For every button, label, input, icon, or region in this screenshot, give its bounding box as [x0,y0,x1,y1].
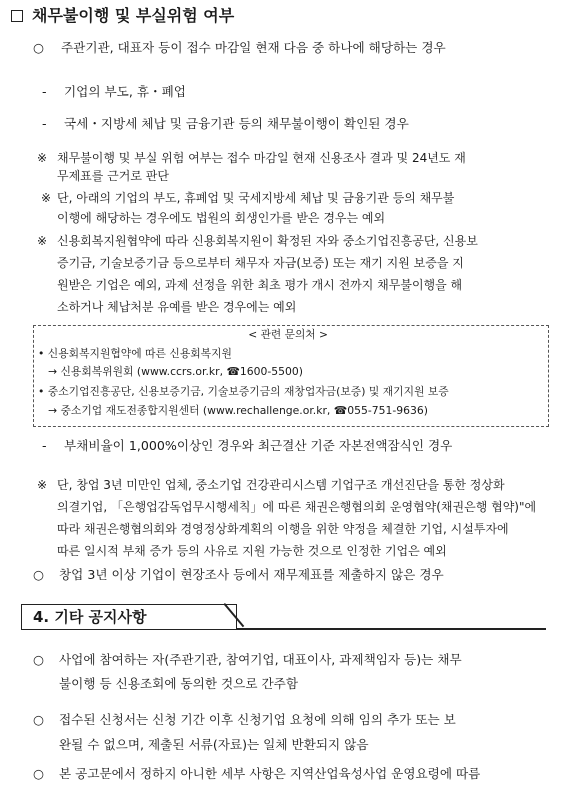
note-marker: ※ [37,478,48,492]
notice-line: 불이행 등 신용조회에 동의한 것으로 간주함 [59,676,298,691]
note-line: 단, 아래의 기업의 부도, 휴폐업 및 국세지방세 체납 및 금융기관 등의 채무불 [57,191,455,205]
section-header-rule [236,628,546,630]
bullet-marker: ○ [33,652,44,667]
contact-line: → 중소기업 재도전종합지원센터 (www.rechallenge.or.kr, ☎055-751-9636) [48,404,428,417]
note-line: 증기금, 기술보증기금 등으로부터 채무자 자금(보증) 또는 재기 지원 보증을 지 [57,256,464,270]
main-bullet-text: 주관기관, 대표자 등이 접수 마감일 현재 다음 중 하나에 해당하는 경우 [61,40,446,55]
dash-item-text: 부채비율이 1,000%이상인 경우와 최근결산 기준 자본전액잠식인 경우 [64,438,453,453]
contact-line: → 신용회복위원회 (www.ccrs.or.kr, ☎1600-5500) [48,365,303,378]
notice-line: 본 공고문에서 정하지 아니한 세부 사항은 지역산업육성사업 운영요령에 따름 [59,766,481,781]
checkbox-square-icon [11,10,23,22]
dash-marker: - [42,84,47,99]
dash-marker: - [42,438,47,453]
note-marker: ※ [37,234,48,248]
note-line: 따라 채권은행협의회와 경영정상화계획의 이행을 위한 약정을 체결한 기업, 시설투자에 [57,522,509,536]
note-line: 소하거나 체납처분 유예를 받은 경우에는 예외 [57,300,297,314]
bullet-marker: ○ [33,766,44,781]
dash-item-text: 국세・지방세 체납 및 금융기관 등의 채무불이행이 확인된 경우 [64,116,409,131]
dash-marker: - [42,116,47,131]
note-marker: ※ [37,151,48,165]
bullet-marker: ○ [33,567,44,582]
note-line: 원받은 기업은 예외, 과제 선정을 위한 최초 평가 개시 전까지 채무불이행을 해 [57,278,463,292]
note-line: 이행에 해당하는 경우에도 법원의 회생인가를 받은 경우는 예외 [57,211,386,225]
note-line: 의결기업, 「은행업감독업무시행세칙」에 따른 채권은행협의회 운영협약(채권은행 협약)"에 [57,500,537,514]
section-title: 4. 기타 공지사항 [33,608,147,626]
notice-line: 사업에 참여하는 자(주관기관, 참여기업, 대표이사, 과제책임자 등)는 채무 [59,652,462,667]
note-marker: ※ [41,191,52,205]
bullet-marker: ○ [33,712,44,727]
contact-line: • 중소기업진흥공단, 신용보증기금, 기술보증기금의 재창업자금(보증) 및 재기지원 보증 [38,385,449,398]
notice-line: 접수된 신청서는 신청 기간 이후 신청기업 요청에 의해 임의 추가 또는 보 [59,712,456,727]
note-line: 신용회복지원협약에 따라 신용회복지원이 확정된 자와 중소기업진흥공단, 신용보 [57,234,478,248]
bullet-text: 창업 3년 이상 기업이 현장조사 등에서 재무제표를 제출하지 않은 경우 [59,567,444,582]
bullet-marker: ○ [33,40,44,55]
note-line: 따른 일시적 부채 증가 등의 사유로 지원 가능한 것으로 인정한 기업은 예외 [57,544,447,558]
contact-line: • 신용회복지원협약에 따른 신용회복지원 [38,347,232,360]
note-line: 단, 창업 3년 미만인 업체, 중소기업 건강관리시스템 기업구조 개선진단을 통한 정상화 [57,478,505,492]
contact-title: < 관련 문의처 > [248,328,328,341]
dash-item-text: 기업의 부도, 휴・폐업 [64,84,186,99]
page-title: 채무불이행 및 부실위험 여부 [32,6,235,25]
notice-line: 완될 수 없으며, 제출된 서류(자료)는 일체 반환되지 않음 [59,737,369,752]
note-line: 무제표를 근거로 판단 [57,169,169,183]
note-line: 채무불이행 및 부실 위험 여부는 접수 마감일 현재 신용조사 결과 및 24년도 재 [57,151,466,165]
